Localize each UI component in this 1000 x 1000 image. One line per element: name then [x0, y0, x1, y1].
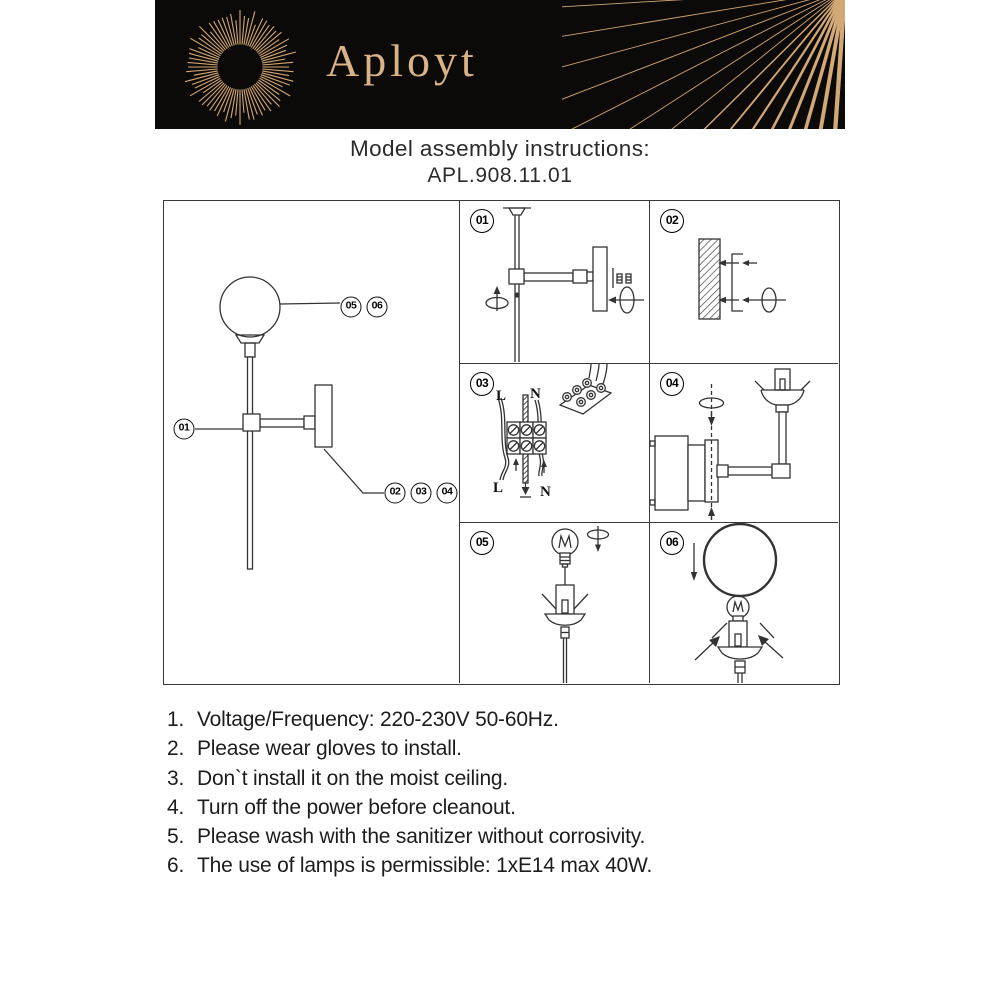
callout-03: 03 — [411, 483, 432, 504]
callout-02: 02 — [385, 483, 406, 504]
step-panel-04 — [650, 364, 838, 523]
step-03-label: 03 — [470, 372, 494, 396]
instruction-number: 6. — [167, 854, 185, 878]
step-panel-05 — [460, 523, 650, 683]
instruction-item — [167, 737, 847, 766]
callout-06: 06 — [367, 297, 388, 318]
corner-rays-icon — [562, 0, 845, 129]
instruction-number: 3. — [167, 766, 185, 790]
page-title: Model assembly instructions: — [349, 136, 651, 161]
step-panel-03 — [460, 364, 650, 523]
step-panel-06 — [650, 523, 838, 683]
instruction-number: 2. — [167, 737, 185, 761]
instruction-text: Please wear gloves to install. — [197, 737, 462, 761]
instruction-text: The use of lamps is permissible: 1xE14 max 40W. — [197, 854, 653, 878]
instruction-number: 5. — [167, 825, 185, 849]
instruction-item — [167, 825, 847, 854]
instruction-item — [167, 796, 847, 825]
wire-label-l-top: L — [496, 388, 507, 404]
sunburst-logo-icon — [176, 3, 304, 129]
instruction-list — [167, 708, 847, 884]
model-number: APL.908.11.01 — [427, 164, 573, 187]
callout-01: 01 — [174, 419, 195, 440]
step-04-label: 04 — [660, 372, 684, 396]
wire-label-n-top: N — [530, 386, 541, 402]
instruction-text: Don`t install it on the moist ceiling. — [197, 766, 509, 790]
instruction-item — [167, 708, 847, 737]
instruction-text: Turn off the power before cleanout. — [197, 795, 516, 819]
assembly-diagram — [163, 200, 840, 685]
wire-label-l-bottom: L — [493, 480, 504, 496]
instruction-text: Please wash with the sanitizer without corrosivity. — [197, 825, 646, 849]
instruction-text: Voltage/Frequency: 220-230V 50-60Hz. — [197, 708, 559, 731]
step-06-label: 06 — [660, 531, 684, 555]
wire-label-n-bottom: N — [540, 484, 551, 500]
callout-05: 05 — [341, 297, 362, 318]
lamp-overview-drawing — [164, 201, 458, 683]
brand-name: Aployt — [326, 35, 478, 86]
instruction-item — [167, 767, 847, 796]
overview-panel — [164, 201, 460, 683]
instruction-number: 1. — [167, 708, 185, 731]
step-02-label: 02 — [660, 209, 684, 233]
step-01-label: 01 — [470, 209, 494, 233]
brand-banner — [155, 0, 845, 129]
instruction-item — [167, 854, 847, 883]
instruction-number: 4. — [167, 795, 185, 819]
step-05-label: 05 — [470, 531, 494, 555]
step-panel-01 — [460, 201, 650, 364]
callout-04: 04 — [437, 483, 458, 504]
step-panel-02 — [650, 201, 838, 364]
